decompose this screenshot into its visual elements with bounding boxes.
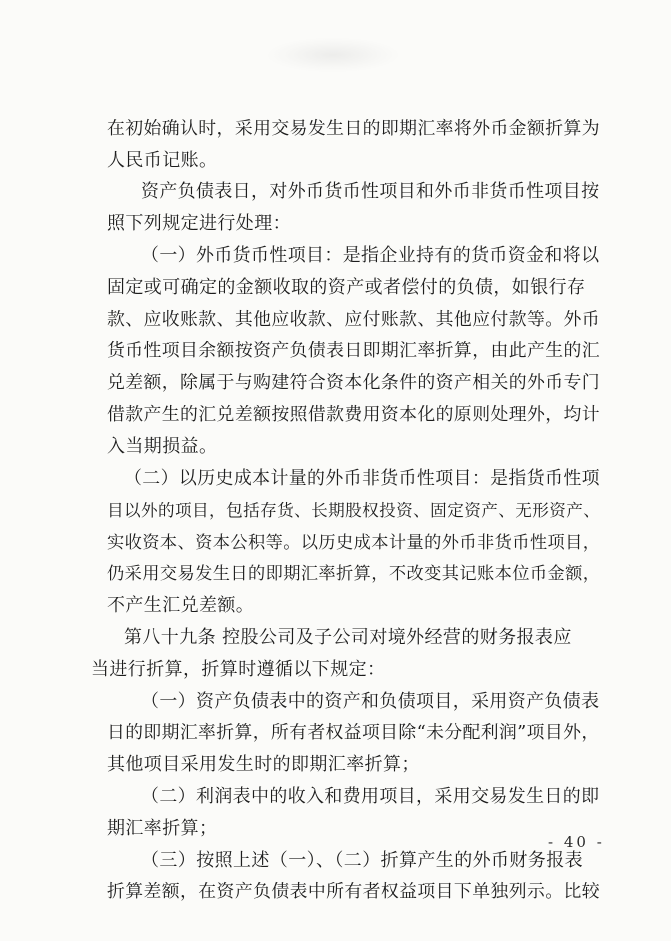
text-line-20: 日的即期汇率折算，所有者权益项目除“未分配利润”项目外， — [107, 722, 600, 743]
text-line-4: 照下列规定进行处理： — [107, 213, 291, 234]
text-line-21: 其他项目采用发生时的即期汇率折算； — [107, 754, 420, 775]
text-line-13: 目以外的项目，包括存货、长期股权投资、固定资产、无形资产、 — [107, 501, 601, 520]
text-line-24: （三）按照上述（一）、（二）折算产生的外币财务报表 — [141, 850, 583, 871]
text-line-17: 第八十九条 控股公司及子公司对境外经营的财务报表应 — [124, 627, 572, 648]
scan-smudge — [268, 38, 398, 72]
text-line-19: （一）资产负债表中的资产和负债项目，采用资产负债表 — [141, 691, 600, 712]
text-line-5: （一）外币货币性项目：是指企业持有的货币资金和将以 — [141, 245, 600, 266]
text-line-25: 折算差额，在资产负债表中所有者权益项目下单独列示。比较 — [107, 881, 601, 902]
text-line-9: 兑差额，除属于与购建符合资本化条件的资产相关的外币专门 — [107, 372, 601, 393]
text-line-10: 借款产生的汇兑差额按照借款费用资本化的原则处理外，均计 — [107, 404, 601, 425]
text-line-7: 款、应收账款、其他应收款、应付账款、其他应付款等。外币 — [107, 309, 601, 330]
text-line-2: 人民币记账。 — [107, 150, 218, 171]
text-line-15: 仍采用交易发生日的即期汇率折算，不改变其记账本位币金额， — [107, 564, 601, 584]
text-line-16: 不产生汇兑差额。 — [107, 595, 255, 616]
text-line-1: 在初始确认时，采用交易发生日的即期汇率将外币金额折算为 — [107, 118, 601, 139]
text-line-6: 固定或可确定的金额收取的资产或者偿付的负债，如银行存 — [107, 277, 586, 298]
page-number: - 40 - — [548, 833, 605, 851]
text-line-8: 货币性项目余额按资产负债表日即期汇率折算，由此产生的汇 — [107, 340, 601, 361]
text-line-22: （二）利润表中的收入和费用项目，采用交易发生日的即 — [141, 786, 600, 807]
text-line-11: 入当期损益。 — [107, 436, 218, 457]
text-line-18: 当进行折算，折算时遵循以下规定： — [91, 659, 386, 680]
text-line-3: 资产负债表日，对外币货币性项目和外币非货币性项目按 — [141, 181, 600, 202]
text-line-12: （二）以历史成本计量的外币非货币性项目：是指货币性项 — [124, 468, 600, 489]
text-line-23: 期汇率折算； — [107, 818, 218, 839]
text-line-14: 实收资本、资本公积等。以历史成本计量的外币非货币性项目， — [107, 533, 601, 553]
